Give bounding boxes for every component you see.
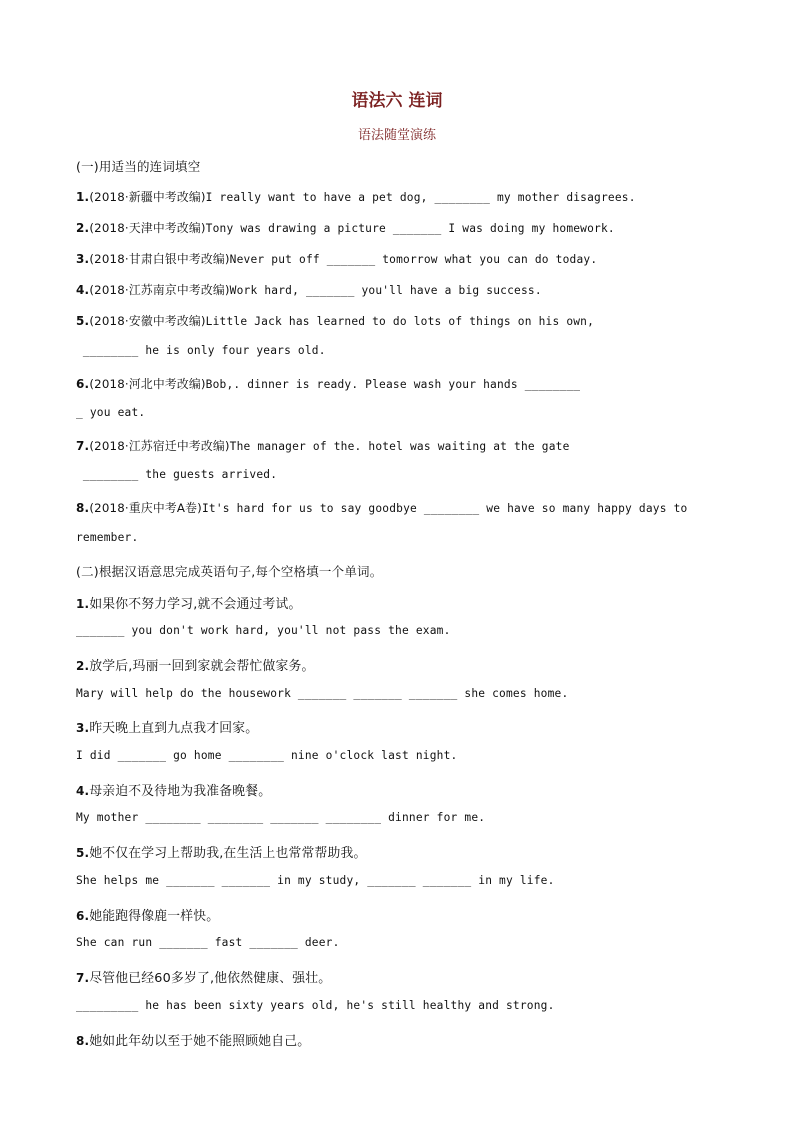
section1-heading: (一)用适当的连词填空 xyxy=(76,159,201,174)
s2-question-5-chinese xyxy=(76,842,367,861)
s2-question-3-english: I did _______ go home ________ nine o'clock last night. xyxy=(76,749,458,762)
question-source: (2018·安徽中考改编) xyxy=(89,314,206,328)
question-source: (2018·重庆中考A卷) xyxy=(89,501,202,515)
question-number: 8. xyxy=(76,501,90,515)
s2-question-2-chinese xyxy=(76,655,315,674)
s2-question-2-english: Mary will help do the housework _______ _______ _______ she comes home. xyxy=(76,687,569,700)
s2-question-4-english: My mother ________ ________ _______ ________ dinner for me. xyxy=(76,811,486,824)
s2-question-7-english: _________ he has been sixty years old, he's still healthy and strong. xyxy=(76,999,555,1012)
s1-question-6-continuation: _ you eat. xyxy=(76,406,146,419)
chinese-prompt: 昨天晚上直到九点我才回家。 xyxy=(89,721,259,736)
s2-question-4-chinese xyxy=(76,780,271,799)
chinese-prompt: 母亲迫不及待地为我准备晚餐。 xyxy=(89,784,272,799)
chinese-prompt: 她能跑得像鹿一样快。 xyxy=(89,909,220,924)
question-source: (2018·新疆中考改编) xyxy=(89,190,206,204)
question-text: It's hard for us to say goodbye ________ we have so many happy days to xyxy=(201,502,688,515)
question-number: 6. xyxy=(76,377,90,391)
s1-question-7 xyxy=(76,437,570,454)
s2-question-3-chinese xyxy=(76,717,258,736)
question-number: 2. xyxy=(76,659,90,673)
question-number: 5. xyxy=(76,314,90,328)
question-number: 6. xyxy=(76,909,90,923)
s1-question-1 xyxy=(76,188,636,205)
page-subtitle: 语法随堂演练 xyxy=(357,128,436,143)
s1-question-8 xyxy=(76,499,687,516)
chinese-prompt: 如果你不努力学习,就不会通过考试。 xyxy=(89,597,302,612)
s1-question-2 xyxy=(76,219,615,236)
question-source: (2018·甘肃白银中考改编) xyxy=(89,252,230,266)
s2-question-6-chinese xyxy=(76,905,219,924)
chinese-prompt: 尽管他已经60多岁了,他依然健康、强壮。 xyxy=(89,971,332,986)
section2-heading: (二)根据汉语意思完成英语句子,每个空格填一个单词。 xyxy=(76,564,383,579)
s2-question-6-english: She can run _______ fast _______ deer. xyxy=(76,936,340,949)
s2-question-8-chinese xyxy=(76,1030,310,1049)
chinese-prompt: 放学后,玛丽一回到家就会帮忙做家务。 xyxy=(89,659,315,674)
s1-question-5 xyxy=(76,312,594,329)
s1-question-4 xyxy=(76,281,542,298)
question-source: (2018·天津中考改编) xyxy=(89,221,206,235)
question-number: 7. xyxy=(76,439,90,453)
question-source: (2018·江苏宿迁中考改编) xyxy=(89,439,230,453)
question-text: I really want to have a pet dog, ________ my mother disagrees. xyxy=(205,191,636,204)
question-number: 3. xyxy=(76,252,90,266)
question-text: Little Jack has learned to do lots of things on his own, xyxy=(205,315,595,328)
s1-question-6 xyxy=(76,375,580,392)
question-number: 1. xyxy=(76,190,90,204)
question-number: 4. xyxy=(76,784,90,798)
s2-question-7-chinese xyxy=(76,967,331,986)
s1-question-7-continuation: ________ the guests arrived. xyxy=(76,468,278,481)
question-text: Tony was drawing a picture _______ I was doing my homework. xyxy=(205,222,615,235)
question-source: (2018·江苏南京中考改编) xyxy=(89,283,230,297)
question-number: 2. xyxy=(76,221,90,235)
s1-question-8-continuation: remember. xyxy=(76,531,139,544)
question-number: 8. xyxy=(76,1034,90,1048)
question-number: 1. xyxy=(76,597,90,611)
chinese-prompt: 她如此年幼以至于她不能照顾她自己。 xyxy=(89,1034,311,1049)
s1-question-5-continuation: ________ he is only four years old. xyxy=(76,344,326,357)
question-text: Work hard, _______ you'll have a big success. xyxy=(229,284,542,297)
question-number: 3. xyxy=(76,721,90,735)
question-number: 4. xyxy=(76,283,90,297)
question-text: The manager of the. hotel was waiting at the gate xyxy=(229,440,570,453)
page-title: 语法六 连词 xyxy=(351,91,443,111)
question-number: 7. xyxy=(76,971,90,985)
s2-question-5-english: She helps me _______ _______ in my study, _______ _______ in my life. xyxy=(76,874,555,887)
s2-question-1-english: _______ you don't work hard, you'll not pass the exam. xyxy=(76,624,451,637)
question-number: 5. xyxy=(76,846,90,860)
question-text: Bob,. dinner is ready. Please wash your hands ________ xyxy=(205,378,581,391)
question-source: (2018·河北中考改编) xyxy=(89,377,206,391)
chinese-prompt: 她不仅在学习上帮助我,在生活上也常常帮助我。 xyxy=(89,846,367,861)
question-text: Never put off _______ tomorrow what you can do today. xyxy=(229,253,598,266)
s1-question-3 xyxy=(76,250,597,267)
s2-question-1-chinese xyxy=(76,593,302,612)
